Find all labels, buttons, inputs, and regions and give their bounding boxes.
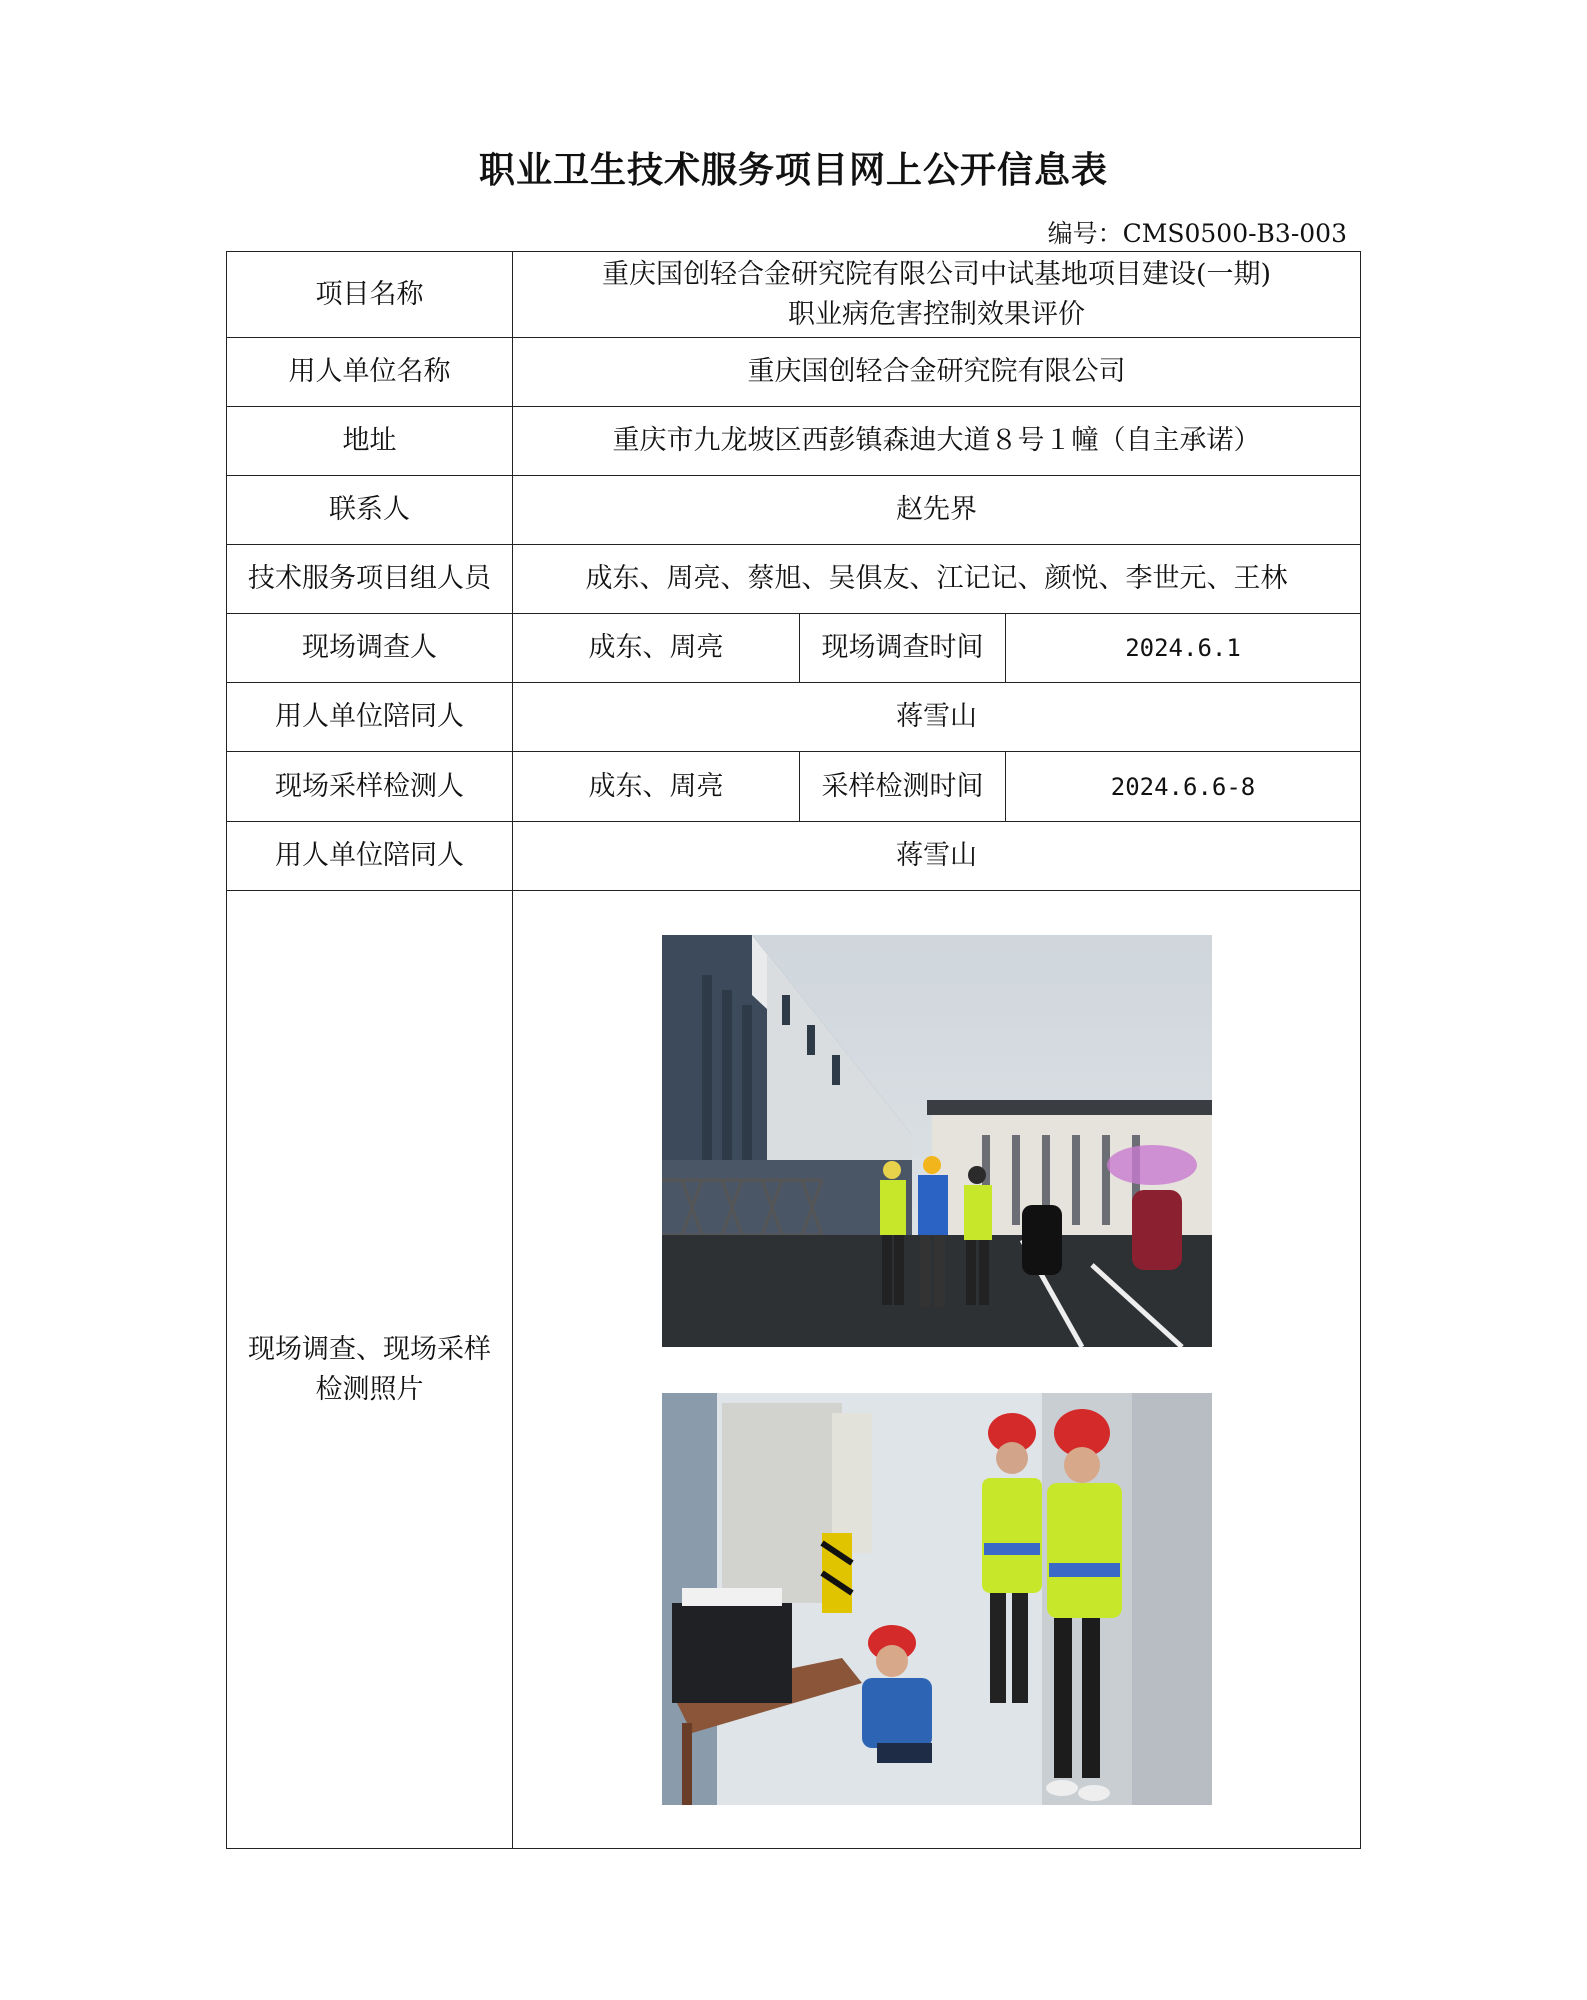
site-survey-label: 现场调查人 [227,614,513,683]
site-survey-time-label: 现场调查时间 [800,614,1006,683]
row-team-members [227,545,1361,614]
project-name-value [513,252,1361,338]
photos-label-line2: 检测照片 [315,1373,424,1405]
row-contact [227,476,1361,545]
row-project-name [227,252,1361,338]
companion-1-label: 用人单位陪同人 [227,683,513,752]
row-employer-companion-1 [227,683,1361,752]
team-members-label: 技术服务项目组人员 [227,545,513,614]
companion-1-value: 蒋雪山 [513,683,1361,752]
contact-value: 赵先界 [513,476,1361,545]
project-name-label: 项目名称 [227,252,513,338]
page-title: 职业卫生技术服务项目网上公开信息表 [478,149,1108,191]
contact-label: 联系人 [227,476,513,545]
sampling-time-value: 2024.6.6-8 [1006,752,1361,822]
sampling-time-label: 采样检测时间 [800,752,1006,822]
photos-label-line1: 现场调查、现场采样 [248,1333,491,1365]
sampling-value: 成东、周亮 [513,752,800,822]
employer-name-value: 重庆国创轻合金研究院有限公司 [513,338,1361,407]
sampling-label: 现场采样检测人 [227,752,513,822]
row-employer-name [227,338,1361,407]
sampling-photo [662,1393,1212,1805]
project-name-line2: 职业病危害控制效果评价 [788,298,1085,330]
site-survey-value: 成东、周亮 [513,614,800,683]
photos-cell [513,891,1361,1849]
row-address [227,407,1361,476]
project-name-line1: 重庆国创轻合金研究院有限公司中试基地项目建设(一期) [601,258,1272,290]
team-members-value: 成东、周亮、蔡旭、吴俱友、江记记、颜悦、李世元、王林 [513,545,1361,614]
document-number: 编号：CMS0500-B3-003 [1047,219,1347,248]
row-sampling [227,752,1361,822]
address-value: 重庆市九龙坡区西彭镇森迪大道８号１幢（自主承诺） [513,407,1361,476]
info-table [226,251,1361,1849]
companion-2-value: 蒋雪山 [513,822,1361,891]
row-employer-companion-2 [227,822,1361,891]
row-site-survey [227,614,1361,683]
row-photos [227,891,1361,1849]
photos-label [227,891,513,1849]
address-label: 地址 [227,407,513,476]
site-survey-time-value: 2024.6.1 [1006,614,1361,683]
employer-name-label: 用人单位名称 [227,338,513,407]
companion-2-label: 用人单位陪同人 [227,822,513,891]
site-survey-photo [662,935,1212,1347]
